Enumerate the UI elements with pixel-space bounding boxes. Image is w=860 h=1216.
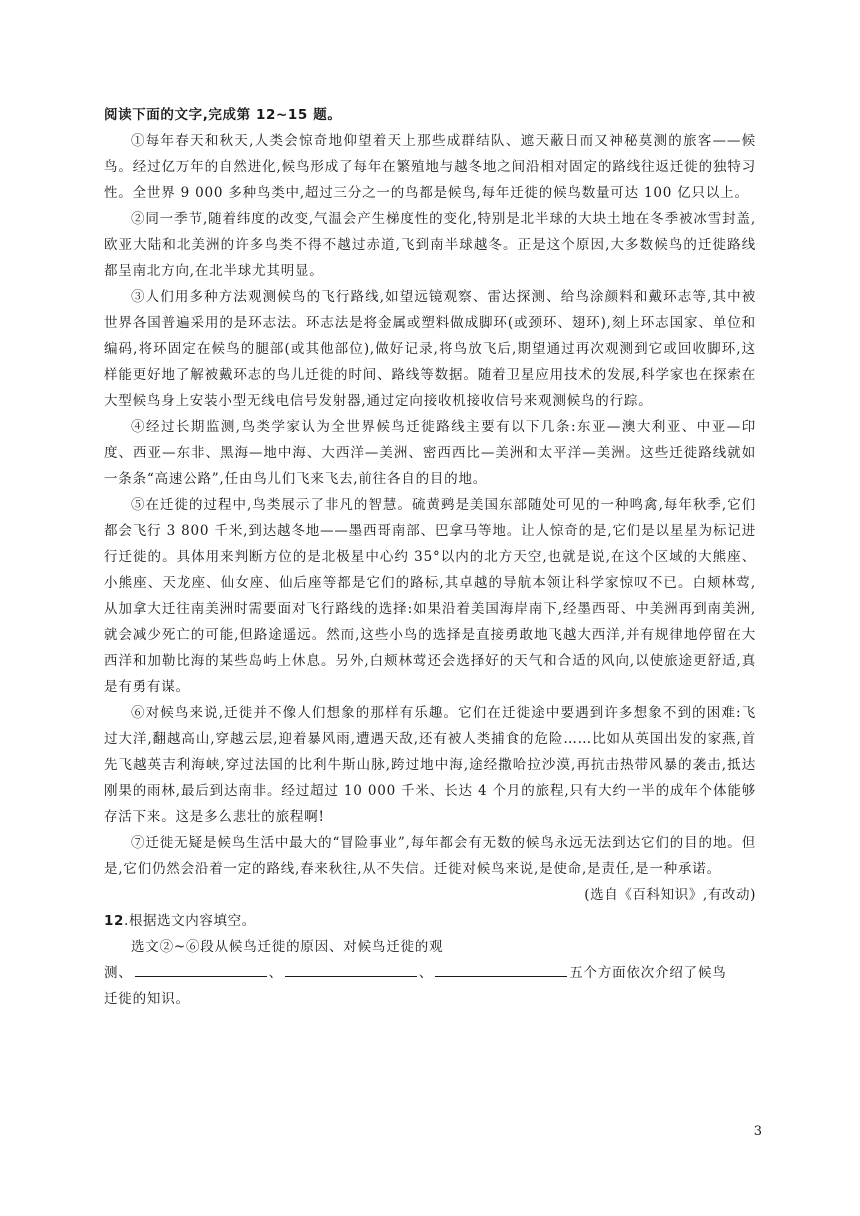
answer-text-line1: 选文②~⑥段从候鸟迁徙的原因、对候鸟迁徙的观: [131, 939, 444, 955]
question-number: 12: [104, 913, 124, 929]
answer-end: 五个方面依次介绍了候鸟: [569, 965, 727, 981]
paragraph-7: ⑦迁徙无疑是候鸟生活中最大的“冒险事业”,每年都会有无数的候鸟永远无法到达它们的目的地。但是,它们仍然会沿着一定的路线,春来秋往,从不失信。迁徙对候鸟来说,是使命,是责任,是一种承诺。: [104, 835, 756, 877]
paragraph-4: ④经过长期监测,鸟类学家认为全世界候鸟迁徙路线主要有以下几条:东亚—澳大利亚、中亚—印度、西亚—东非、黑海—地中海、大西洋—美洲、密西西比—美洲和太平洋—美洲。这些迁徙路线就如一条条“高速公路”,任由鸟儿们飞来飞去,前往各自的目的地。: [104, 419, 756, 487]
answer-text-line3: 迁徙的知识。: [104, 991, 190, 1007]
paragraph-3: ③人们用多种方法观测候鸟的飞行路线,如望远镜观察、雷达探测、给鸟涂颜料和戴环志等,其中被世界各国普遍采用的是环志法。环志法是将金属或塑料做成脚环(或颈环、翅环),刻上环志国家、单位和编码,将环固定在候鸟的腿部(或其他部位),做好记录,将鸟放飞后,期望通过再次观测到它或回收脚环,这样能更好地了解被戴环志的鸟儿迁徙的时间、路线等数据。随着卫星应用技术的发展,科学家也在探索在大型候鸟身上安装小型无线电信号发射器,通过定向接收机接收信号来观测候鸟的行踪。: [104, 289, 756, 409]
paragraph-2: ②同一季节,随着纬度的改变,气温会产生梯度性的变化,特别是北半球的大块土地在冬季被冰雪封盖,欧亚大陆和北美洲的许多鸟类不得不越过赤道,飞到南半球越冬。正是这个原因,大多数候鸟的迁徙路线都呈南北方向,在北半球尤其明显。: [104, 211, 756, 279]
answer-blank-2[interactable]: [285, 962, 417, 977]
page-number: 3: [753, 1124, 762, 1139]
paragraph-5: ⑤在迁徙的过程中,鸟类展示了非凡的智慧。硫黄鹀是美国东部随处可见的一种鸣禽,每年秋季,它们都会飞行 3 800 千米,到达越冬地——墨西哥南部、巴拿马等地。让人惊奇的是,它们是以星星为标记进行迁徙的。具体用来判断方位的是北极星中心约 35°以内的北方天空,也就是说,在这个区域的大熊座、小熊座、天龙座、仙女座、仙后座等都是它们的路标,其卓越的导航本领让科学家惊叹不已。白颊林莺,从加拿大迁往南美洲时需要面对飞行路线的选择:如果沿着美国海岸南下,经墨西哥、中美洲再到南美洲,就会减少死亡的可能,但路途遥远。然而,这些小鸟的选择是直接勇敢地飞越大西洋,并有规律地停留在大西洋和加勒比海的某些岛屿上休息。另外,白颊林莺还会选择好的天气和合适的风向,以使旅途更舒适,真是有勇有谋。: [104, 497, 756, 695]
reading-instruction: 阅读下面的文字,完成第 12~15 题。: [104, 107, 342, 123]
source-citation: (选自《百科知识》,有改动): [584, 887, 756, 903]
blank-separator-1: 、: [268, 965, 283, 981]
answer-text-line2: [104, 960, 756, 986]
question-prompt: .根据选文内容填空。: [124, 913, 256, 929]
answer-blank-3[interactable]: [435, 962, 567, 977]
question-12: [104, 908, 756, 934]
answer-blank-1[interactable]: [135, 962, 267, 977]
paragraph-1: ①每年春天和秋天,人类会惊奇地仰望着天上那些成群结队、遮天蔽日而又神秘莫测的旅客——候鸟。经过亿万年的自然进化,候鸟形成了每年在繁殖地与越冬地之间沿相对固定的路线往返迁徙的独特习性。全世界 9 000 多种鸟类中,超过三分之一的鸟都是候鸟,每年迁徙的候鸟数量可达 100 亿只以上。: [104, 133, 756, 201]
answer-start: 测、: [104, 965, 133, 981]
paragraph-6: ⑥对候鸟来说,迁徙并不像人们想象的那样有乐趣。它们在迁徙途中要遇到许多想象不到的困难:飞过大洋,翻越高山,穿越云层,迎着暴风雨,遭遇天敌,还有被人类捕食的危险……比如从英国出发的家燕,首先飞越英吉利海峡,穿过法国的比利牛斯山脉,跨过地中海,途经撒哈拉沙漠,再抗击热带风暴的袭击,抵达刚果的雨林,最后到达南非。经过超过 10 000 千米、长达 4 个月的旅程,只有大约一半的成年个体能够存活下来。这是多么悲壮的旅程啊!: [104, 705, 756, 825]
blank-separator-2: 、: [418, 965, 434, 981]
